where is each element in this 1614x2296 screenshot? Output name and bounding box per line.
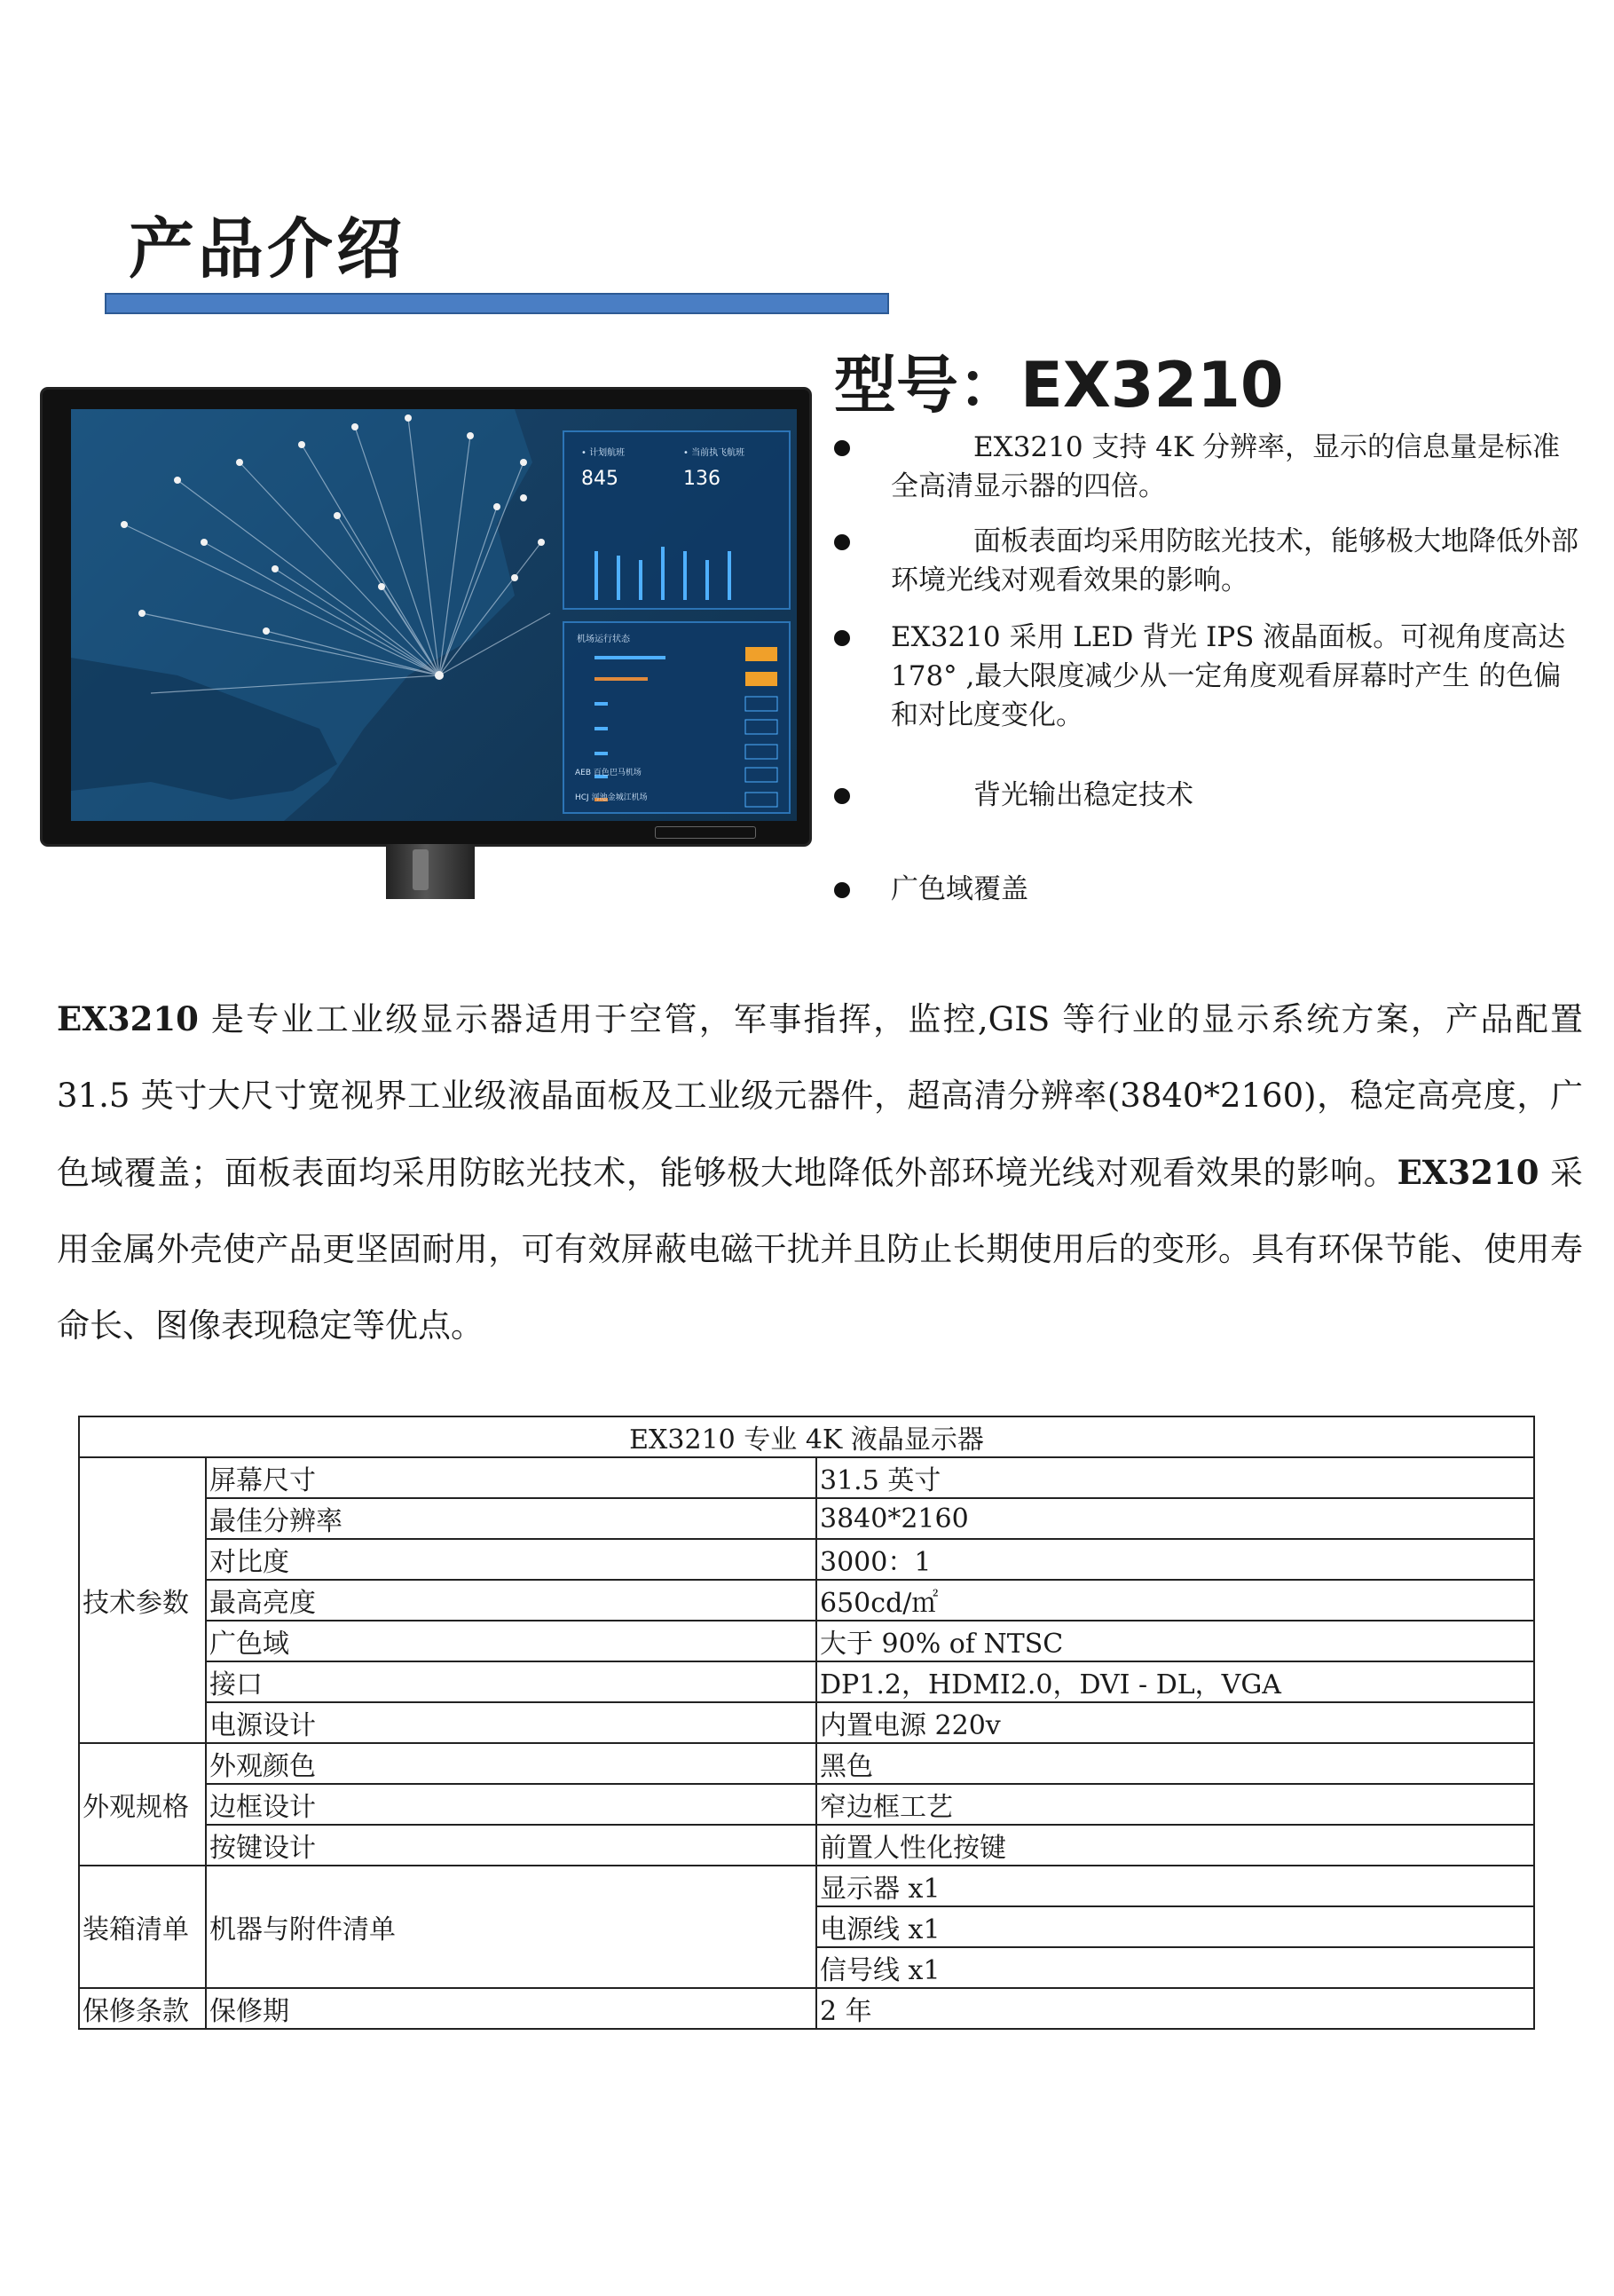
table-item: 最佳分辨率 [206,1498,816,1539]
bullet-item [834,522,1588,602]
table-value: 内置电源 220v [816,1702,1534,1743]
stat2-value: 136 [683,468,720,490]
airport-row-a: AEB 百色巴马机场 [575,769,642,777]
model-name-bold: EX3210 [1397,1153,1539,1192]
bullet-dot-icon [834,534,850,550]
table-item: 最高亮度 [206,1580,816,1621]
bullet-dot-icon [834,788,850,804]
table-row [79,1702,1534,1743]
table-value: 3000：1 [816,1539,1534,1580]
table-value: 前置人性化按键 [816,1825,1534,1866]
airport-row-b: HCJ 河池金城江机场 [575,793,648,802]
table-value: 窄边框工艺 [816,1784,1534,1825]
description-paragraph [57,981,1583,1364]
bullet-dot-icon [834,630,850,646]
table-value: 650cd/㎡ [816,1580,1534,1621]
table-item: 保修期 [206,1988,816,2029]
panel2-title: 机场运行状态 [577,635,630,644]
monitor-screen [71,409,797,821]
table-item: 屏幕尺寸 [206,1457,816,1498]
model-heading: 型号：EX3210 [834,349,1284,422]
table-row [79,1661,1534,1702]
description-part2: 采用金属外壳使产品更坚固耐用，可有效屏蔽电磁干扰并且防止长期使用后的变形。具有环保节能、使用寿命长、图像表现稳定等优点。 [57,1154,1583,1345]
bullet-item [834,870,1588,911]
stat1-label: • 计划航班 [581,448,626,458]
table-row [79,1866,1534,1906]
table-category: 装箱清单 [79,1866,206,1988]
table-value: 大于 90% of NTSC [816,1621,1534,1661]
table-item: 机器与附件清单 [206,1866,816,1988]
bullet-text: EX3210 采用 LED 背光 IPS 液晶面板。可视角度高达 178° ,最大限度减少从一定角度观看屏幕时产生 的色偏和对比度变化。 [891,621,1566,731]
stat2-label: • 当前执飞航班 [683,448,745,458]
table-value: 2 年 [816,1988,1534,2029]
bullet-item [834,428,1588,508]
bullet-text: EX3210 支持 4K 分辨率，显示的信息量是标准全高清显示器的四倍。 [891,431,1561,502]
table-header-row [79,1416,1534,1457]
table-value: 31.5 英寸 [816,1457,1534,1498]
spec-table [78,1416,1535,2030]
map-display-graphic [71,409,797,821]
table-value: 显示器 x1 [816,1866,1534,1906]
bullet-text: 背光输出稳定技术 [891,779,1193,811]
table-value: DP1.2，HDMI2.0，DVI - DL，VGA [816,1661,1534,1702]
bullet-text: 广色域覆盖 [891,873,1028,905]
title-underline-bar [105,293,889,314]
table-row [79,1498,1534,1539]
monitor-product-image [43,390,809,844]
table-row [79,1743,1534,1784]
table-category: 保修条款 [79,1988,206,2029]
table-value: 电源线 x1 [816,1906,1534,1947]
bullet-dot-icon [834,882,850,898]
table-row [79,1784,1534,1825]
table-value: 黑色 [816,1743,1534,1784]
table-value: 3840*2160 [816,1498,1534,1539]
table-row [79,1825,1534,1866]
table-item: 对比度 [206,1539,816,1580]
bullet-dot-icon [834,440,850,456]
table-row [79,1457,1534,1498]
table-item: 按键设计 [206,1825,816,1866]
table-row [79,1539,1534,1580]
table-category: 外观规格 [79,1743,206,1866]
table-item: 电源设计 [206,1702,816,1743]
table-item: 接口 [206,1661,816,1702]
table-item: 边框设计 [206,1784,816,1825]
description-part1: 是专业工业级显示器适用于空管，军事指挥，监控,GIS 等行业的显示系统方案，产品配置 31.5 英寸大尺寸宽视界工业级液晶面板及工业级元器件，超高清分辨率(3840*2160)，稳定高亮度，广色域覆盖；面板表面均采用防眩光技术，能够极大地降低外部环境光线对观看效果的影响。 [57,1000,1583,1192]
monitor-front-buttons [655,826,756,839]
monitor-stand [386,844,475,899]
table-item: 广色域 [206,1621,816,1661]
table-row [79,1988,1534,2029]
page-title: 产品介绍 [129,211,405,288]
model-name-bold: EX3210 [57,999,199,1038]
stat1-value: 845 [581,468,618,490]
table-row [79,1621,1534,1661]
table-item: 外观颜色 [206,1743,816,1784]
table-value: 信号线 x1 [816,1947,1534,1988]
table-row [79,1580,1534,1621]
bullet-text: 面板表面均采用防眩光技术，能够极大地降低外部环境光线对观看效果的影响。 [891,525,1579,596]
bullet-item [834,776,1588,817]
table-category: 技术参数 [79,1457,206,1743]
table-header: EX3210 专业 4K 液晶显示器 [79,1416,1534,1457]
bullet-item [834,618,1588,735]
